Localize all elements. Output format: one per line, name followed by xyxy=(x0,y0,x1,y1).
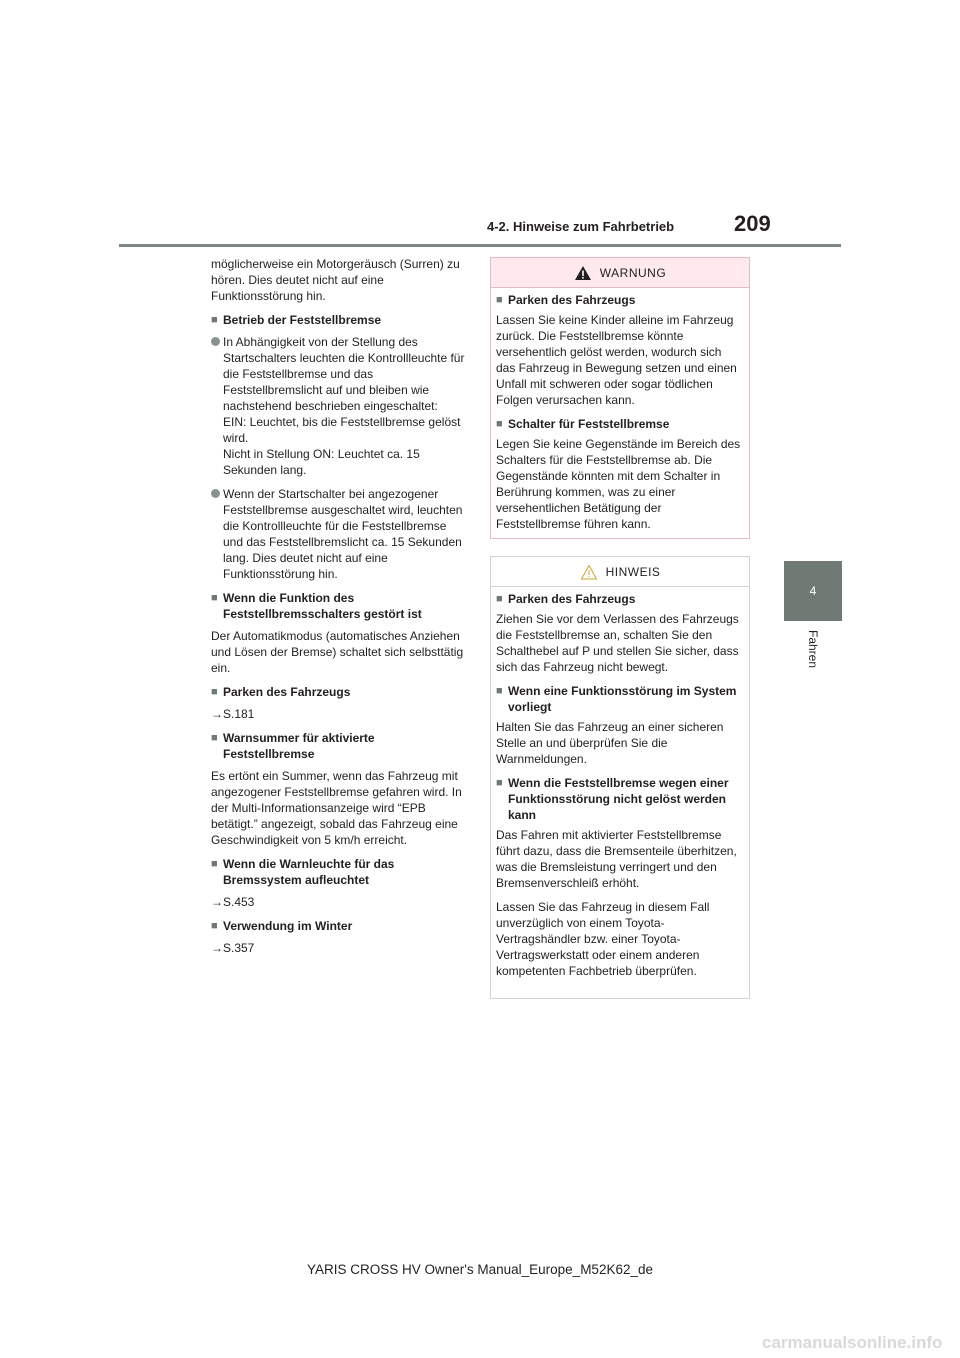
section-text: Lassen Sie das Fahrzeug in diesem Fall unverzüglich von einem Toyota-Vertragshändler bzw. einer Toyota-Vertragswerkstatt oder einem anderen kompetenten Fachbetrieb überprüfen. xyxy=(496,900,710,978)
chapter-number: 4 xyxy=(809,584,817,598)
square-bullet-icon: ■ xyxy=(211,858,218,870)
section-heading: ■ Wenn eine Funktionsstörung im System vorliegt xyxy=(496,684,737,714)
warning-header xyxy=(491,258,749,288)
section-text: Ziehen Sie vor dem Verlassen des Fahrzeugs die Feststellbremse an, schalten Sie den Schalthebel auf P und stellen Sie sicher, dass sich das Fahrzeug nicht bewegt. xyxy=(496,612,739,674)
notice-box xyxy=(490,556,750,999)
square-bullet-icon: ■ xyxy=(496,593,503,605)
intro-text: möglicherweise ein Motorgeräusch (Surren) zu hören. Dies deutet nicht auf eine Funktionsstörung hin. xyxy=(211,257,460,303)
page-number: 209 xyxy=(734,211,771,236)
page-reference-link[interactable]: →S.357 xyxy=(211,941,255,955)
left-column xyxy=(211,256,469,964)
header-divider xyxy=(119,244,841,247)
round-bullet-icon xyxy=(211,486,223,582)
footer-text: YARIS CROSS HV Owner's Manual_Europe_M52K62_de xyxy=(307,1262,653,1277)
section-heading: ■ Warnsummer für aktivierte Feststellbremse xyxy=(211,731,375,761)
section-text: Das Fahren mit aktivierter Feststellbremse führt dazu, dass die Bremsenteile überhitzen, was die Bremsleistung verringert und den Bremsenverschleiß erhöht. xyxy=(496,828,737,890)
chapter-tab[interactable] xyxy=(784,561,842,621)
section-heading: ■ Betrieb der Feststellbremse xyxy=(211,313,382,327)
section-text: Legen Sie keine Gegenstände im Bereich des Schalters für die Feststellbremse ab. Die Gegenstände könnten mit dem Schalter in Berührung kommen, was zu einer versehentlichen Betätigung der Feststellbremse führen kann. xyxy=(496,437,741,531)
round-bullet-icon xyxy=(211,334,223,478)
square-bullet-icon: ■ xyxy=(496,418,503,430)
section-heading: ■ Parken des Fahrzeugs xyxy=(211,685,351,699)
chapter-label: Fahren xyxy=(806,630,820,669)
section-heading: ■ Parken des Fahrzeugs xyxy=(496,293,636,307)
square-bullet-icon: ■ xyxy=(496,777,503,789)
page-reference-link[interactable]: →S.181 xyxy=(211,707,255,721)
warning-triangle-icon xyxy=(574,265,592,281)
square-bullet-icon: ■ xyxy=(496,685,503,697)
square-bullet-icon: ■ xyxy=(211,592,218,604)
caution-triangle-icon xyxy=(580,564,598,580)
square-bullet-icon: ■ xyxy=(211,732,218,744)
section-heading: ■ Wenn die Feststellbremse wegen einer Funktionsstörung nicht gelöst werden kann xyxy=(496,776,729,822)
section-text: Halten Sie das Fahrzeug an einer sicheren Stelle an und überprüfen Sie die Warnmeldungen. xyxy=(496,720,724,766)
section-heading: ■ Wenn die Warnleuchte für das Bremssystem aufleuchtet xyxy=(211,857,395,887)
section-heading: ■ Verwendung im Winter xyxy=(211,919,353,933)
square-bullet-icon: ■ xyxy=(211,920,218,932)
section-text: Es ertönt ein Summer, wenn das Fahrzeug mit angezogener Feststellbremse gefahren wird. In der Multi-Informationsanzeige wird “EPB betätigt.” angezeigt, sobald das Fahrzeug eine Geschwindigkeit von 5 km/h erreicht. xyxy=(211,769,462,847)
notice-title: HINWEIS xyxy=(605,564,661,579)
square-bullet-icon: ■ xyxy=(211,686,218,698)
list-item: Wenn der Startschalter bei angezogener Feststellbremse ausgeschaltet wird, leuchten die Kontrollleuchte für die Feststellbremse und das Feststellbremslicht ca. 15 Sekunden lang. Dies deutet nicht auf eine Funktionsstörung hin. xyxy=(211,486,469,582)
warning-title: WARNUNG xyxy=(599,265,667,280)
section-heading: ■ Parken des Fahrzeugs xyxy=(496,592,636,606)
watermark: carmanualsonline.info xyxy=(762,1333,943,1352)
square-bullet-icon: ■ xyxy=(211,314,218,326)
section-text: Der Automatikmodus (automatisches Anziehen und Lösen der Bremse) schaltet sich selbsttätig ein. xyxy=(211,629,464,675)
notice-header xyxy=(491,557,749,587)
section-title: 4-2. Hinweise zum Fahrbetrieb xyxy=(487,219,675,234)
warning-box xyxy=(490,257,750,539)
square-bullet-icon: ■ xyxy=(496,294,503,306)
page-reference-link[interactable]: →S.453 xyxy=(211,895,255,909)
section-heading: ■ Wenn die Funktion des Feststellbremsschalters gestört ist xyxy=(211,591,422,621)
section-heading: ■ Schalter für Feststellbremse xyxy=(496,417,670,431)
section-text: Lassen Sie keine Kinder alleine im Fahrzeug zurück. Die Feststellbremse könnte versehentlich gelöst werden, wodurch sich das Fahrzeug in Bewegung setzen und einen Unfall mit schweren oder sogar tödlichen Folgen verursachen kann. xyxy=(496,313,737,407)
list-item: In Abhängigkeit von der Stellung des Startschalters leuchten die Kontrollleuchte für die Feststellbremse und das Feststellbremslicht auf und bleiben wie nachstehend beschrieben eingeschaltet: EIN: Leuchtet, bis die Feststellbremse gelöst wird. Nicht in Stellung ON: Leuchtet ca. 15 Sekunden lang. xyxy=(211,334,469,478)
